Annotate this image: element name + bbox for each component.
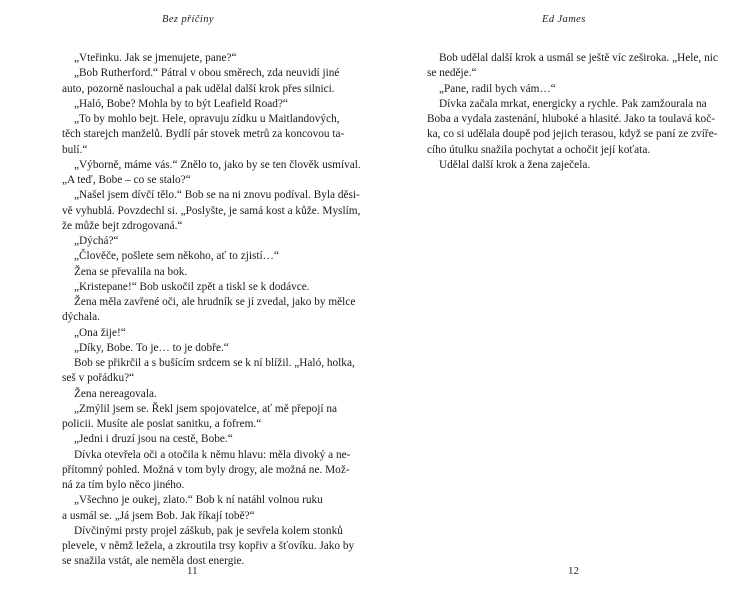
text-line: cího útulku snažila pochytat a ochočit její koťata.	[427, 143, 651, 156]
text-line: „Kristepane!“ Bob uskočil zpět a tiskl se k dodávce.	[74, 280, 310, 293]
text-line: „Všechno je oukej, zlato.“ Bob k ní natáhl volnou ruku	[74, 494, 323, 507]
text-line: se snažila vstát, ale neměla dost energie.	[62, 555, 245, 568]
text-line: Dívka otevřela oči a otočila k němu hlavu: měla divoký a ne-	[74, 448, 351, 461]
text-line: „Dýchá?“	[74, 235, 119, 247]
text-line: a usmál se. „Já jsem Bob. Jak říkají tobě?“	[62, 509, 255, 522]
text-line: seš v pořádku?“	[62, 372, 135, 385]
page-number: 12	[568, 565, 579, 577]
text-line: bulí.“	[62, 143, 88, 156]
text-line: Žena se převalila na bok.	[74, 265, 188, 278]
text-line: Bob se přikrčil a s bušícím srdcem se k ní blížil. „Haló, holka,	[74, 357, 355, 369]
text-line: ná za tím bylo něco jiného.	[62, 479, 185, 491]
text-line: „Vteřinku. Jak se jmenujete, pane?“	[74, 52, 237, 64]
text-line: se neděje.“	[427, 67, 477, 80]
text-line: vě vyhublá. Povzdechl si. „Poslyšte, je samá kost a kůže. Myslím,	[62, 204, 361, 217]
text-line: Žena měla zavřené oči, ale hrudník se jí zvedal, jako by mělce	[74, 296, 356, 308]
running-head-author: Ed James	[542, 14, 586, 25]
running-head-title: Bez příčiny	[162, 14, 214, 25]
text-line: dýchala.	[62, 311, 100, 324]
text-line: policii. Musíte ale poslat sanitku, a fofrem.“	[62, 418, 262, 430]
text-line: „Pane, radil bych vám…“	[439, 82, 556, 95]
text-line: Udělal další krok a žena zaječela.	[439, 158, 591, 171]
text-line: ka, co si udělala doupě pod jejich terasou, když se paní ze zvíře-	[427, 128, 718, 141]
text-line: „Výborně, máme vás.“ Znělo to, jako by se ten člověk usmíval.	[74, 158, 361, 171]
text-line: přítomný pohled. Možná v tom byly drogy, ale možná ne. Mož-	[62, 463, 350, 476]
text-line: Dívka začala mrkat, energicky a rychle. Pak zamžourala na	[439, 97, 707, 110]
body-text	[427, 51, 727, 173]
body-text	[62, 51, 361, 570]
text-line: „Našel jsem dívčí tělo.“ Bob se na ni znovu podíval. Byla děsi-	[74, 189, 360, 202]
text-line: „Bob Rutherford.“ Pátral v obou směrech, zda neuvidí jiné	[74, 67, 340, 80]
text-line: „To by mohlo bejt. Hele, opravuju zídku u Maitlandových,	[74, 113, 340, 125]
page-number: 11	[187, 565, 198, 577]
text-line: „Člověče, pošlete sem někoho, ať to zjistí…“	[74, 250, 279, 263]
right-page	[377, 0, 755, 600]
text-line: „Zmýlil jsem se. Řekl jsem spojovatelce, ať mě přepojí na	[74, 402, 338, 415]
left-page	[0, 0, 377, 600]
text-line: Dívčinými prsty projel záškub, pak je sevřela kolem stonků	[74, 524, 343, 537]
text-line: Žena nereagovala.	[74, 387, 157, 400]
text-line: auto, pozorně naslouchal a pak udělal další krok přes silnici.	[62, 82, 335, 95]
text-line: „Díky, Bobe. To je… to je dobře.“	[74, 341, 229, 354]
text-line: Boba a vydala zastenání, hluboké a hlasité. Jako ta toulavá koč-	[427, 113, 715, 125]
text-line: „Haló, Bobe? Mohla by to být Leafield Road?“	[74, 97, 288, 110]
text-line: „Ona žije!“	[74, 326, 126, 339]
text-line: Bob udělal další krok a usmál se ještě víc zeširoka. „Hele, nic	[439, 52, 718, 64]
text-line: „Jedni i druzí jsou na cestě, Bobe.“	[74, 433, 233, 446]
text-line: plevele, v němž ležela, a zkroutila trsy kopřiv a šťovíku. Jako by	[62, 540, 355, 552]
text-line: „A teď, Bobe – co se stalo?“	[62, 174, 191, 186]
text-line: že může bejt zdrogovaná.“	[62, 219, 183, 232]
text-line: těch starejch manželů. Bydlí pár stovek metrů za koncovou ta-	[62, 128, 345, 141]
